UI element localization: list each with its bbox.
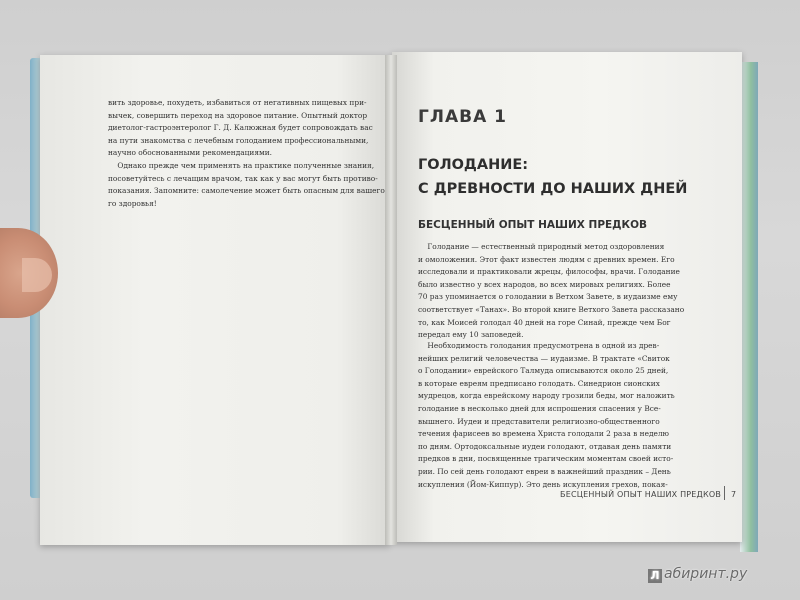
left-paragraph-2: Однако прежде чем применять на практике полученные знания, посоветуйтесь с лечащим врачом, так как у вас могут быть противо- показания. Запомните: самолечение может быть опасным для вашего го здоровья! <box>108 160 385 208</box>
chapter-title-line-2: С ДРЕВНОСТИ ДО НАШИХ ДНЕЙ <box>418 181 688 197</box>
left-page-text <box>108 97 385 210</box>
left-paragraph-1: вить здоровье, похудеть, избавиться от негативных пищевых при- вычек, совершить переход на здоровое питание. Опытный доктор диетолог-гастроэнтеролог Г. Д. Калюжная будет сопровождать вас на пути знакомства с лечебным голоданием профессиональными, научно обоснованными рекомендациями. <box>108 98 373 158</box>
labirint-logo-icon: Л <box>648 569 662 583</box>
footer-divider <box>724 486 725 500</box>
book-spine <box>385 55 397 545</box>
chapter-heading: ГЛАВА 1 <box>418 107 507 127</box>
running-footer: БЕСЦЕННЫЙ ОПЫТ НАШИХ ПРЕДКОВ <box>560 490 722 499</box>
chapter-title-line-1: ГОЛОДАНИЕ: <box>418 157 529 173</box>
page-number: 7 <box>731 490 737 499</box>
book-cover-edge-right <box>740 62 758 552</box>
right-paragraph-1: Голодание — естественный природный метод оздоровления и омоложения. Этот факт известен людям с древних времен. Его исследовали и практиковали жрецы, философы, врачи. Голодание было известно у всех народов, во всех мировых религиях. Более 70 раз упоминается о голодании в Ветхом Завете, в иудаизме ему соответствует «Танах». Во второй книге Ветхого Завета рассказано то, как Моисей голодал 40 дней на горе Синай, прежде чем Бог передал ему 10 заповедей. <box>418 242 685 340</box>
labirint-watermark <box>648 566 747 583</box>
watermark-text: абиринт.ру <box>664 566 748 582</box>
section-heading: БЕСЦЕННЫЙ ОПЫТ НАШИХ ПРЕДКОВ <box>418 219 648 231</box>
right-paragraph-2: Необходимость голодания предусмотрена в одной из древ- нейших религий человечества — иудаизме. В трактате «Свиток о Голодании» еврейского Талмуда описываются около 25 дней, в которые евреям предписано голодать. Синедрион сионских мудрецов, когда еврейскому народу грозили беды, мог наложить голодание в несколько дней для испрошения спасения у Все- вышнего. Иудеи и представители религиозно-общественного течения фарисеев во времена Христа голодали 2 раза в неделю по дням. Ортодоксальные иудеи голодают, отдавая день памяти предков в дни, посвященные трагическим моментам своей исто- рии. По сей день голодают евреи в важнейший праздник – День искупления (Йом-Киппур). Это день искупления грехов, покая- <box>418 341 675 489</box>
